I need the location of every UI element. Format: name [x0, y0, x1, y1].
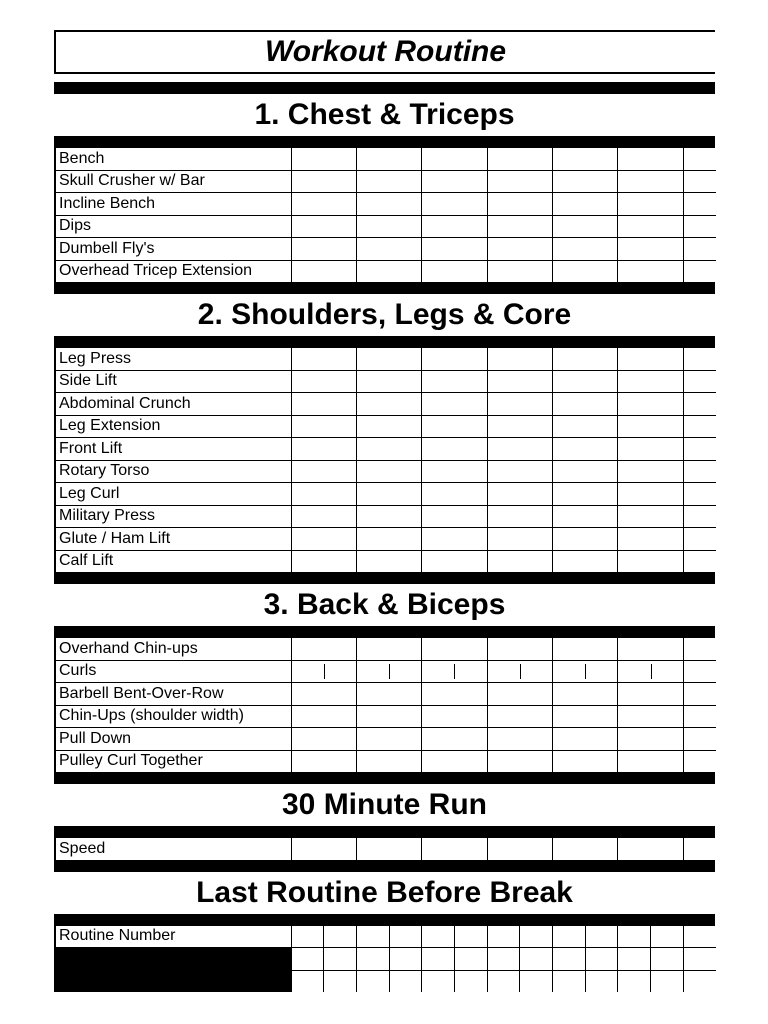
routine-cell[interactable]: [356, 926, 389, 948]
section-3: [54, 584, 715, 784]
routine-cell[interactable]: [651, 948, 684, 971]
log-cell[interactable]: [291, 550, 356, 572]
routine-cell[interactable]: [683, 926, 716, 948]
log-cell[interactable]: [356, 728, 421, 751]
log-cell[interactable]: [291, 170, 356, 193]
log-cell[interactable]: [422, 505, 487, 528]
exercise-row: [55, 483, 716, 506]
title-box: [54, 30, 715, 74]
routine-cell[interactable]: [683, 970, 716, 992]
log-cell[interactable]: [422, 705, 487, 728]
exercise-label: Barbell Bent-Over-Row: [55, 683, 291, 706]
routine-cell[interactable]: [520, 948, 553, 971]
log-cell[interactable]: [291, 638, 356, 660]
exercise-label: Abdominal Crunch: [55, 393, 291, 416]
routine-cell[interactable]: [520, 926, 553, 948]
exercise-label: Pull Down: [55, 728, 291, 751]
page-title: Workout Routine: [264, 35, 507, 68]
exercise-row: [55, 638, 716, 660]
exercise-row: [55, 148, 716, 170]
log-cell[interactable]: [487, 838, 552, 860]
exercise-row: [55, 438, 716, 461]
log-cell[interactable]: [291, 238, 356, 261]
routine-cell[interactable]: [454, 948, 487, 971]
workout-sheet: [54, 30, 715, 992]
log-cell[interactable]: [291, 838, 356, 860]
exercise-row: [55, 415, 716, 438]
log-cell[interactable]: [356, 838, 421, 860]
section-bar: [54, 914, 715, 926]
log-cell[interactable]: [683, 238, 716, 261]
exercise-row: [55, 460, 716, 483]
log-cell[interactable]: [356, 370, 421, 393]
log-cell[interactable]: [618, 505, 683, 528]
log-cell[interactable]: [487, 705, 552, 728]
log-cell[interactable]: [356, 683, 421, 706]
exercise-row: [55, 370, 716, 393]
section-heading: 3. Back & Biceps: [263, 588, 506, 621]
section-heading: 30 Minute Run: [281, 788, 487, 821]
log-cell[interactable]: [356, 348, 421, 370]
exercise-label: Curls: [55, 660, 291, 683]
routine-cell[interactable]: [291, 926, 324, 948]
exercise-label: Overhead Tricep Extension: [55, 260, 291, 282]
section-bar: [54, 572, 715, 584]
routine-cell[interactable]: [324, 926, 357, 948]
log-cell[interactable]: [487, 215, 552, 238]
log-cell[interactable]: [291, 348, 356, 370]
exercise-label: Dips: [55, 215, 291, 238]
log-cell[interactable]: [487, 483, 552, 506]
routine-cell[interactable]: [356, 948, 389, 971]
log-cell[interactable]: [618, 348, 683, 370]
log-cell[interactable]: [356, 260, 421, 282]
section-bar: [54, 336, 715, 348]
exercise-row: [55, 750, 716, 772]
log-cell[interactable]: [553, 370, 618, 393]
section-bar: [54, 82, 715, 94]
log-cell[interactable]: [422, 215, 487, 238]
log-cell[interactable]: [553, 170, 618, 193]
exercise-label: Overhand Chin-ups: [55, 638, 291, 660]
log-cell[interactable]: [291, 528, 356, 551]
log-cell[interactable]: [422, 838, 487, 860]
log-cell[interactable]: [356, 660, 421, 683]
log-cell[interactable]: [618, 550, 683, 572]
log-cell[interactable]: [356, 215, 421, 238]
routine-cell[interactable]: [324, 948, 357, 971]
routine-cell[interactable]: [389, 948, 422, 971]
log-cell[interactable]: [683, 193, 716, 216]
log-cell[interactable]: [356, 148, 421, 170]
section-heading: 2. Shoulders, Legs & Core: [197, 298, 572, 331]
log-cell[interactable]: [553, 505, 618, 528]
log-cell[interactable]: [356, 638, 421, 660]
log-cell[interactable]: [356, 483, 421, 506]
log-cell[interactable]: [422, 660, 487, 683]
routine-cell[interactable]: [422, 970, 455, 992]
log-cell[interactable]: [683, 505, 716, 528]
log-cell[interactable]: [553, 260, 618, 282]
routine-cell[interactable]: [585, 948, 618, 971]
routine-cell[interactable]: [651, 926, 684, 948]
routine-cell[interactable]: [585, 970, 618, 992]
log-cell[interactable]: [291, 660, 356, 683]
log-cell[interactable]: [618, 638, 683, 660]
log-cell[interactable]: [553, 838, 618, 860]
log-cell[interactable]: [291, 260, 356, 282]
routine-cell[interactable]: [553, 948, 586, 971]
workout-sections: [54, 82, 715, 872]
log-cell[interactable]: [487, 260, 552, 282]
log-cell[interactable]: [553, 215, 618, 238]
log-cell[interactable]: [487, 638, 552, 660]
log-cell[interactable]: [683, 393, 716, 416]
routine-cell[interactable]: [618, 970, 651, 992]
log-cell[interactable]: [683, 660, 716, 683]
log-cell[interactable]: [553, 393, 618, 416]
log-cell[interactable]: [422, 438, 487, 461]
exercise-row: [55, 238, 716, 261]
log-cell[interactable]: [422, 683, 487, 706]
log-cell[interactable]: [356, 505, 421, 528]
log-cell[interactable]: [683, 550, 716, 572]
log-cell[interactable]: [356, 415, 421, 438]
exercise-label: Leg Extension: [55, 415, 291, 438]
exercise-table: [54, 348, 716, 572]
blacked-out-cell: [55, 948, 291, 971]
section-4: [54, 784, 715, 872]
exercise-table: [54, 838, 716, 860]
blacked-out-cell: [55, 970, 291, 992]
log-cell[interactable]: [683, 460, 716, 483]
exercise-row: [55, 683, 716, 706]
section-heading: Last Routine Before Break: [196, 875, 573, 909]
log-cell[interactable]: [553, 705, 618, 728]
log-cell[interactable]: [356, 550, 421, 572]
log-cell[interactable]: [291, 750, 356, 772]
log-cell[interactable]: [291, 438, 356, 461]
exercise-label: Chin-Ups (shoulder width): [55, 705, 291, 728]
section-bar: [54, 626, 715, 638]
exercise-label: Glute / Ham Lift: [55, 528, 291, 551]
log-cell[interactable]: [356, 193, 421, 216]
log-cell[interactable]: [422, 460, 487, 483]
log-cell[interactable]: [618, 705, 683, 728]
log-cell[interactable]: [487, 238, 552, 261]
log-cell[interactable]: [618, 393, 683, 416]
routine-cell[interactable]: [324, 970, 357, 992]
log-cell[interactable]: [422, 415, 487, 438]
section-bar: [54, 136, 715, 148]
exercise-row: [55, 393, 716, 416]
log-cell[interactable]: [683, 728, 716, 751]
exercise-label: Leg Curl: [55, 483, 291, 506]
log-cell[interactable]: [487, 505, 552, 528]
routine-cell[interactable]: [553, 926, 586, 948]
log-cell[interactable]: [618, 683, 683, 706]
log-cell[interactable]: [487, 415, 552, 438]
log-cell[interactable]: [618, 238, 683, 261]
log-cell[interactable]: [553, 415, 618, 438]
log-cell[interactable]: [553, 550, 618, 572]
log-cell[interactable]: [291, 505, 356, 528]
log-cell[interactable]: [291, 460, 356, 483]
exercise-row: [55, 170, 716, 193]
log-cell[interactable]: [487, 683, 552, 706]
log-cell[interactable]: [356, 750, 421, 772]
log-cell[interactable]: [683, 260, 716, 282]
log-cell[interactable]: [422, 393, 487, 416]
section-bar: [54, 772, 715, 784]
log-cell[interactable]: [553, 193, 618, 216]
exercise-label: Military Press: [55, 505, 291, 528]
log-cell[interactable]: [683, 683, 716, 706]
exercise-label: Bench: [55, 148, 291, 170]
log-cell[interactable]: [618, 370, 683, 393]
log-cell[interactable]: [683, 705, 716, 728]
section-bar: [54, 826, 715, 838]
log-cell[interactable]: [553, 660, 618, 683]
log-cell[interactable]: [553, 148, 618, 170]
log-cell[interactable]: [553, 238, 618, 261]
routine-cell[interactable]: [553, 970, 586, 992]
log-cell[interactable]: [291, 705, 356, 728]
exercise-table: [54, 148, 716, 282]
log-cell[interactable]: [356, 438, 421, 461]
log-cell[interactable]: [683, 415, 716, 438]
log-cell[interactable]: [487, 550, 552, 572]
routine-cell[interactable]: [651, 970, 684, 992]
log-cell[interactable]: [356, 393, 421, 416]
routine-number-table: [54, 926, 716, 993]
exercise-label: Dumbell Fly's: [55, 238, 291, 261]
exercise-label: Pulley Curl Together: [55, 750, 291, 772]
routine-cell[interactable]: [618, 926, 651, 948]
exercise-row: [55, 550, 716, 572]
routine-number-label: Routine Number: [55, 926, 291, 948]
routine-cell[interactable]: [389, 970, 422, 992]
routine-cell[interactable]: [618, 948, 651, 971]
log-cell[interactable]: [487, 460, 552, 483]
log-cell[interactable]: [618, 728, 683, 751]
log-cell[interactable]: [422, 370, 487, 393]
routine-cell[interactable]: [487, 948, 520, 971]
log-cell[interactable]: [618, 438, 683, 461]
routine-cell[interactable]: [683, 948, 716, 971]
log-cell[interactable]: [422, 638, 487, 660]
log-cell[interactable]: [422, 550, 487, 572]
log-cell[interactable]: [356, 528, 421, 551]
log-cell[interactable]: [291, 193, 356, 216]
log-cell[interactable]: [618, 193, 683, 216]
log-cell[interactable]: [683, 170, 716, 193]
log-cell[interactable]: [422, 528, 487, 551]
log-cell[interactable]: [553, 750, 618, 772]
exercise-row: [55, 705, 716, 728]
log-cell[interactable]: [356, 460, 421, 483]
routine-cell[interactable]: [422, 926, 455, 948]
section-2: [54, 294, 715, 584]
routine-cell[interactable]: [487, 926, 520, 948]
log-cell[interactable]: [422, 238, 487, 261]
section-bar: [54, 860, 715, 872]
exercise-row: [55, 728, 716, 751]
log-cell[interactable]: [683, 148, 716, 170]
routine-cell[interactable]: [520, 970, 553, 992]
routine-cell[interactable]: [454, 970, 487, 992]
routine-cell[interactable]: [291, 948, 324, 971]
exercise-label: Rotary Torso: [55, 460, 291, 483]
routine-cell[interactable]: [291, 970, 324, 992]
log-cell[interactable]: [291, 393, 356, 416]
log-cell[interactable]: [422, 348, 487, 370]
log-cell[interactable]: [618, 215, 683, 238]
log-cell[interactable]: [487, 370, 552, 393]
log-cell[interactable]: [291, 683, 356, 706]
log-cell[interactable]: [291, 415, 356, 438]
exercise-row: [55, 193, 716, 216]
exercise-label: Front Lift: [55, 438, 291, 461]
exercise-row: [55, 505, 716, 528]
routine-cell[interactable]: [389, 926, 422, 948]
log-cell[interactable]: [683, 370, 716, 393]
exercise-label: Skull Crusher w/ Bar: [55, 170, 291, 193]
exercise-label: Side Lift: [55, 370, 291, 393]
log-cell[interactable]: [618, 528, 683, 551]
log-cell[interactable]: [422, 193, 487, 216]
exercise-table: [54, 638, 716, 772]
log-cell[interactable]: [618, 838, 683, 860]
log-cell[interactable]: [553, 528, 618, 551]
log-cell[interactable]: [422, 750, 487, 772]
log-cell[interactable]: [422, 728, 487, 751]
log-cell[interactable]: [553, 638, 618, 660]
routine-cell[interactable]: [585, 926, 618, 948]
exercise-label: Speed: [55, 838, 291, 860]
log-cell[interactable]: [487, 148, 552, 170]
log-cell[interactable]: [618, 170, 683, 193]
log-cell[interactable]: [422, 260, 487, 282]
section-1: [54, 82, 715, 294]
log-cell[interactable]: [291, 215, 356, 238]
exercise-label: Leg Press: [55, 348, 291, 370]
log-cell[interactable]: [356, 238, 421, 261]
log-cell[interactable]: [683, 483, 716, 506]
log-cell[interactable]: [683, 438, 716, 461]
log-cell[interactable]: [683, 750, 716, 772]
log-cell[interactable]: [683, 528, 716, 551]
routine-row: [55, 948, 716, 971]
log-cell[interactable]: [487, 170, 552, 193]
log-cell[interactable]: [291, 728, 356, 751]
routine-row: [55, 970, 716, 992]
log-cell[interactable]: [553, 438, 618, 461]
log-cell[interactable]: [487, 728, 552, 751]
exercise-row: [55, 260, 716, 282]
log-cell[interactable]: [487, 193, 552, 216]
log-cell[interactable]: [487, 438, 552, 461]
routine-cell[interactable]: [356, 970, 389, 992]
log-cell[interactable]: [553, 348, 618, 370]
log-cell[interactable]: [553, 460, 618, 483]
log-cell[interactable]: [487, 750, 552, 772]
log-cell[interactable]: [683, 838, 716, 860]
log-cell[interactable]: [618, 148, 683, 170]
section-bar: [54, 282, 715, 294]
log-cell[interactable]: [487, 348, 552, 370]
log-cell[interactable]: [487, 528, 552, 551]
log-cell[interactable]: [618, 750, 683, 772]
log-cell[interactable]: [291, 148, 356, 170]
section-heading: 1. Chest & Triceps: [254, 98, 515, 131]
exercise-label: Calf Lift: [55, 550, 291, 572]
log-cell[interactable]: [356, 170, 421, 193]
exercise-row: [55, 838, 716, 860]
log-cell[interactable]: [553, 683, 618, 706]
routine-cell[interactable]: [422, 948, 455, 971]
routine-row: [55, 926, 716, 948]
log-cell[interactable]: [487, 393, 552, 416]
log-cell[interactable]: [618, 660, 683, 683]
log-cell[interactable]: [683, 215, 716, 238]
log-cell[interactable]: [422, 483, 487, 506]
log-cell[interactable]: [553, 728, 618, 751]
exercise-label: Incline Bench: [55, 193, 291, 216]
section-last-routine: [54, 872, 715, 993]
log-cell[interactable]: [618, 415, 683, 438]
log-cell[interactable]: [618, 460, 683, 483]
log-cell[interactable]: [618, 483, 683, 506]
log-cell[interactable]: [487, 660, 552, 683]
log-cell[interactable]: [291, 370, 356, 393]
routine-cell[interactable]: [454, 926, 487, 948]
log-cell[interactable]: [291, 483, 356, 506]
log-cell[interactable]: [618, 260, 683, 282]
exercise-row: [55, 660, 716, 683]
log-cell[interactable]: [422, 170, 487, 193]
log-cell[interactable]: [683, 348, 716, 370]
exercise-row: [55, 528, 716, 551]
exercise-row: [55, 215, 716, 238]
log-cell[interactable]: [356, 705, 421, 728]
log-cell[interactable]: [683, 638, 716, 660]
exercise-row: [55, 348, 716, 370]
log-cell[interactable]: [553, 483, 618, 506]
routine-cell[interactable]: [487, 970, 520, 992]
log-cell[interactable]: [422, 148, 487, 170]
